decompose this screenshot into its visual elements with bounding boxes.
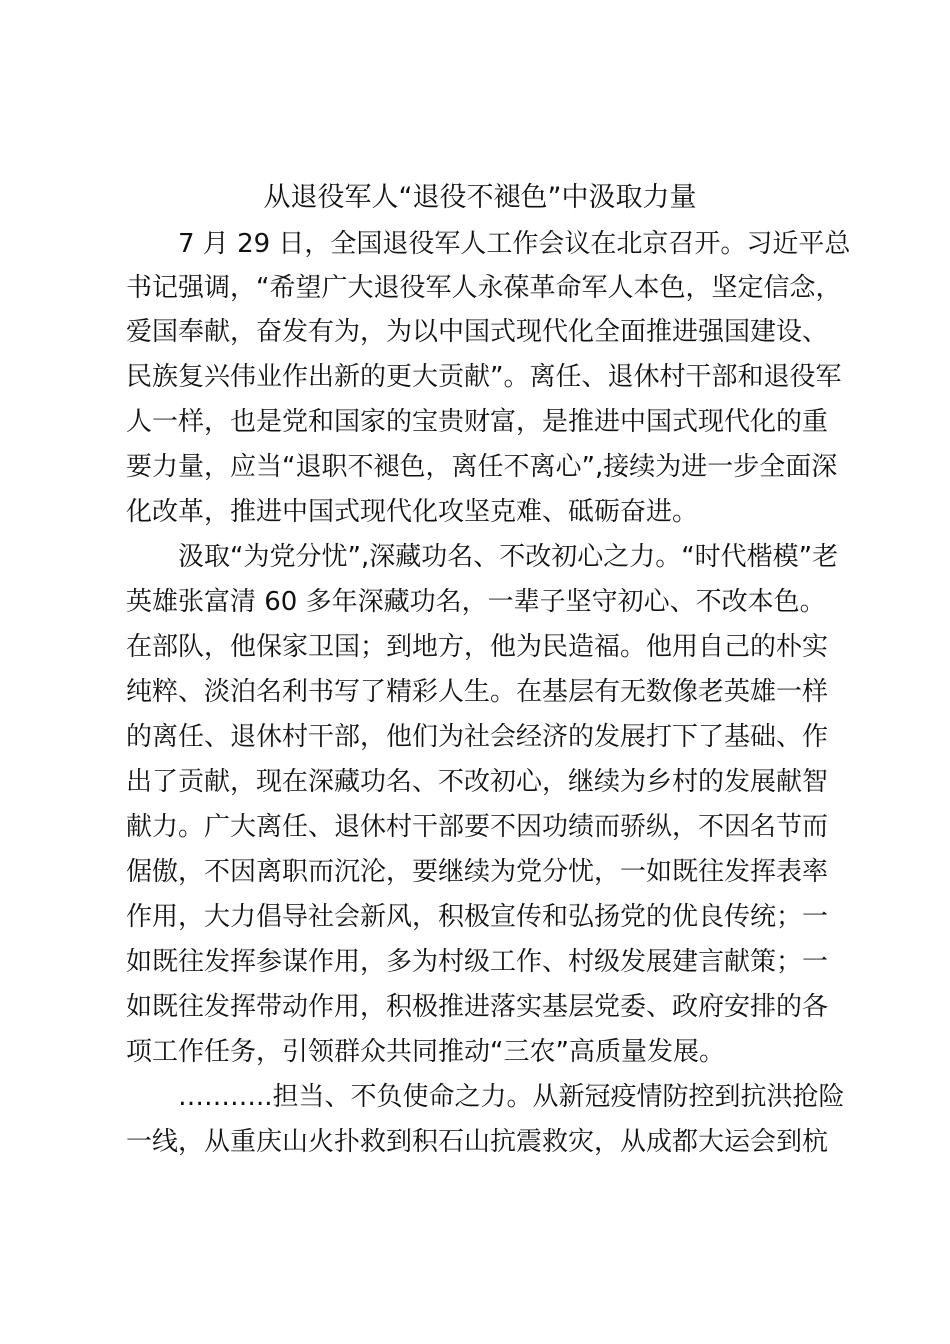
- document-title: 从退役军人“退役不褪色”中汲取力量: [263, 182, 697, 213]
- paragraph-line: ………..担当、不负使命之力。从新冠疫情防控到抗洪抢险: [178, 1082, 845, 1112]
- paragraph-line: 化改革，推进中国式现代化攻坚克难、砥砺奋进。: [126, 497, 699, 527]
- paragraph-line: 的离任、退休村干部，他们为社会经济的发展打下了基础、作: [126, 722, 829, 752]
- paragraph-line: 纯粹、淡泊名利书写了精彩人生。在基层有无数像老英雄一样: [126, 677, 829, 707]
- paragraph-line: 作用，大力倡导社会新风，积极宣传和弘扬党的优良传统；一: [126, 902, 829, 932]
- paragraph-line: 献力。广大离任、退休村干部要不因功绩而骄纵，不因名节而: [126, 812, 829, 842]
- paragraph-line: 出了贡献，现在深藏功名、不改初心，继续为乡村的发展献智: [126, 767, 829, 797]
- paragraph-line: 英雄张富清 60 多年深藏功名，一辈子坚守初心、不改本色。: [126, 587, 826, 617]
- paragraph-line: 爱国奉献，奋发有为，为以中国式现代化全面推进强国建设、: [126, 317, 829, 347]
- paragraph-line: 如既往发挥带动作用，积极推进落实基层党委、政府安排的各: [126, 992, 829, 1022]
- paragraph-line: 在部队，他保家卫国；到地方，他为民造福。他用自己的朴实: [126, 632, 829, 662]
- paragraph-line: 项工作任务，引领群众共同推动“三农”高质量发展。: [126, 1037, 725, 1067]
- paragraph-line: 7 月 29 日，全国退役军人工作会议在北京召开。习近平总: [178, 229, 851, 259]
- paragraph-line: 人一样，也是党和国家的宝贵财富，是推进中国式现代化的重: [126, 407, 829, 437]
- paragraph-line: 民族复兴伟业作出新的更大贡献”。离任、退休村干部和退役军: [126, 362, 842, 392]
- paragraph-line: 要力量，应当“退职不褪色，离任不离心”,接续为进一步全面深: [126, 452, 838, 482]
- paragraph-line: 一线，从重庆山火扑救到积石山抗震救灾，从成都大运会到杭: [126, 1127, 829, 1157]
- paragraph-line: 书记强调，“希望广大退役军人永葆革命军人本色，坚定信念，: [126, 273, 842, 303]
- paragraph-line: 如既往发挥参谋作用，多为村级工作、村级发展建言献策；一: [126, 947, 829, 977]
- paragraph-line: 汲取“为党分忧”,深藏功名、不改初心之力。“时代楷模”老: [178, 542, 839, 572]
- paragraph-line: 倨傲，不因离职而沉沦，要继续为党分忧，一如既往发挥表率: [126, 857, 829, 887]
